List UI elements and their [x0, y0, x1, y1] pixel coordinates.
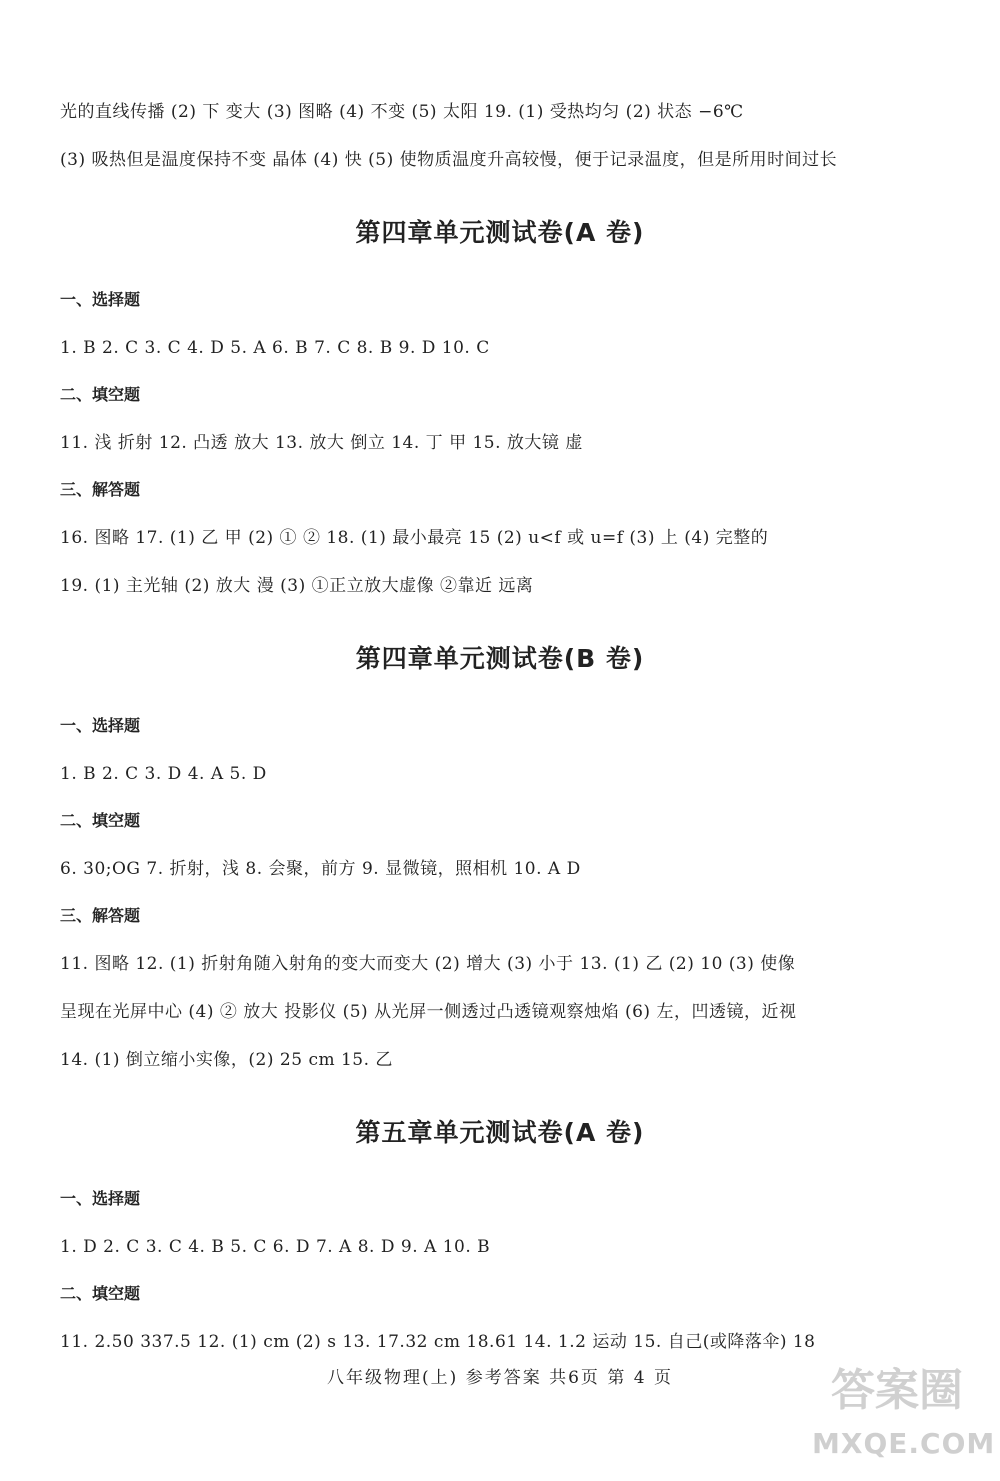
answer-line: 19. (1) 主光轴 (2) 放大 漫 (3) ①正立放大虚像 ②靠近 远离	[60, 576, 534, 596]
answer-line: 11. 图略 12. (1) 折射角随入射角的变大而变大 (2) 增大 (3) 小于 13. (1) 乙 (2) 10 (3) 使像	[60, 954, 796, 974]
section-label: 一、选择题	[60, 1189, 141, 1208]
watermark	[812, 1361, 996, 1471]
section-label: 三、解答题	[60, 480, 141, 499]
answer-line: 14. (1) 倒立缩小实像，(2) 25 cm 15. 乙	[60, 1050, 393, 1070]
answer-line: (3) 吸热但是温度保持不变 晶体 (4) 快 (5) 使物质温度升高较慢，便于记录温度，但是所用时间过长	[60, 150, 838, 170]
section-label: 二、填空题	[60, 1284, 141, 1303]
answer-line: 6. 30;OG 7. 折射，浅 8. 会聚，前方 9. 显微镜，照相机 10. A D	[60, 859, 581, 879]
chapter-heading: 第五章单元测试卷(A 卷)	[355, 1118, 645, 1147]
watermark-url: MXQE.COM	[812, 1427, 996, 1460]
section-label: 一、选择题	[60, 716, 141, 735]
answer-line: 1. B 2. C 3. C 4. D 5. A 6. B 7. C 8. B 9. D 10. C	[60, 338, 490, 358]
page-footer: 八年级物理(上) 参考答案 共6页 第 4 页	[327, 1368, 673, 1388]
answer-line: 1. D 2. C 3. C 4. B 5. C 6. D 7. A 8. D 9. A 10. B	[60, 1237, 491, 1257]
watermark-logo: 答案圈	[831, 1365, 963, 1416]
answer-line: 11. 浅 折射 12. 凸透 放大 13. 放大 倒立 14. 丁 甲 15. 放大镜 虚	[60, 433, 583, 453]
section-label: 二、填空题	[60, 811, 141, 830]
section-label: 一、选择题	[60, 290, 141, 309]
chapter-heading: 第四章单元测试卷(A 卷)	[355, 218, 645, 247]
chapter-heading: 第四章单元测试卷(B 卷)	[355, 644, 645, 673]
answer-line: 呈现在光屏中心 (4) ② 放大 投影仪 (5) 从光屏一侧透过凸透镜观察烛焰 (6) 左，凹透镜，近视	[60, 1002, 797, 1022]
section-label: 二、填空题	[60, 385, 141, 404]
answer-line: 1. B 2. C 3. D 4. A 5. D	[60, 764, 267, 784]
answer-line: 16. 图略 17. (1) 乙 甲 (2) ① ② 18. (1) 最小最亮 15 (2) u<f 或 u=f (3) 上 (4) 完整的	[60, 528, 769, 548]
answer-line: 11. 2.50 337.5 12. (1) cm (2) s 13. 17.32 cm 18.61 14. 1.2 运动 15. 自己(或降落伞) 18	[60, 1332, 816, 1352]
section-label: 三、解答题	[60, 906, 141, 925]
answer-line: 光的直线传播 (2) 下 变大 (3) 图略 (4) 不变 (5) 太阳 19. (1) 受热均匀 (2) 状态 −6℃	[60, 102, 744, 122]
